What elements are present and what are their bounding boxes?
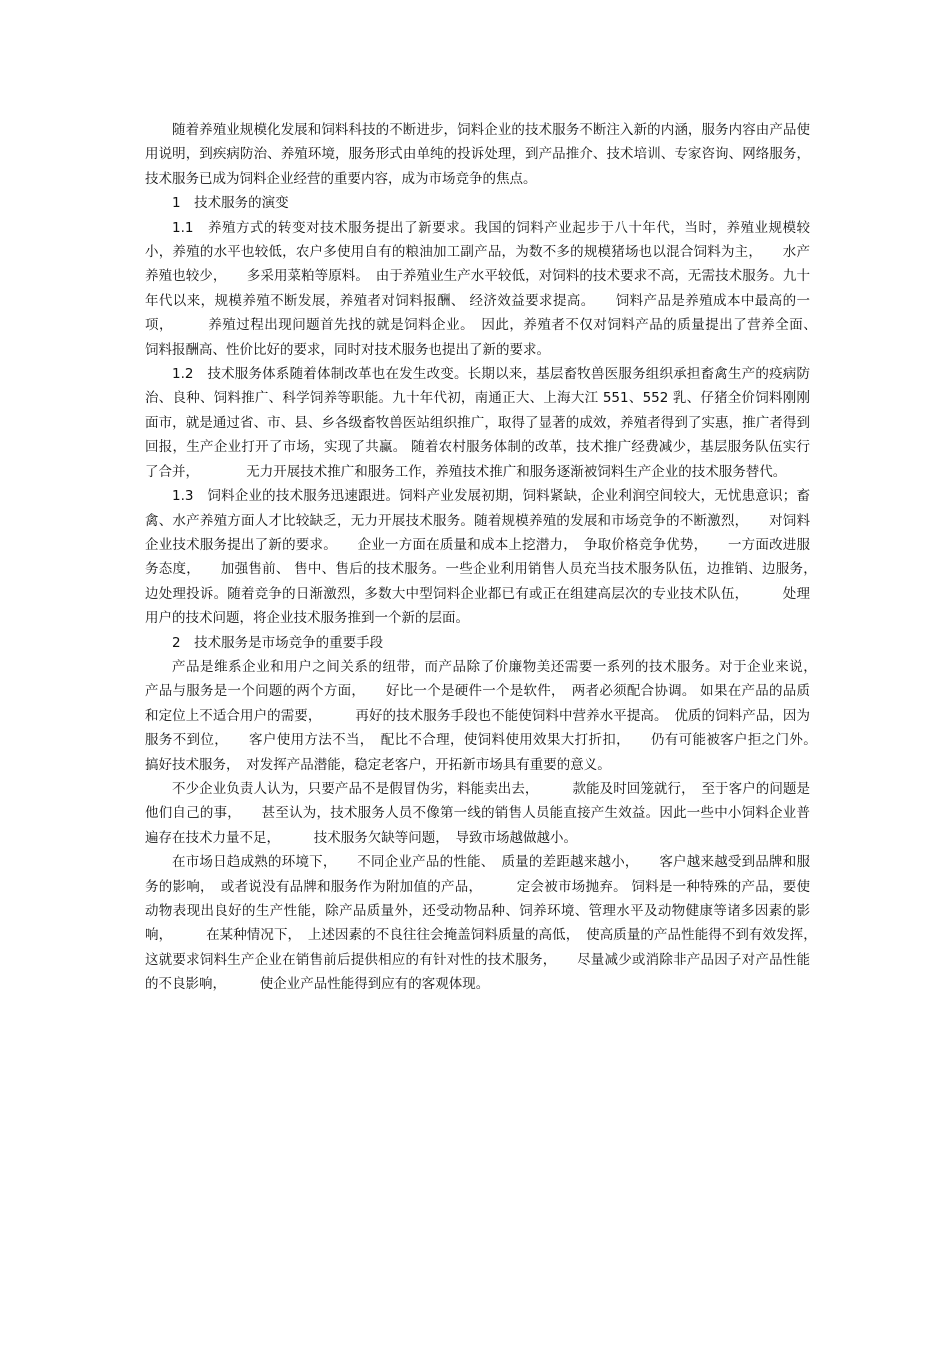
paragraph-1-1: 1.1 养殖方式的转变对技术服务提出了新要求。我国的饲料产业起步于八十年代，当时，养殖业规模较小，养殖的水平也较低，农户多使用自有的粮油加工副产品，为数不多的规模猪场也以混合饲料为主， 水产养殖也较少， 多采用菜粕等原料。 由于养殖业生产水平较低，对饲料的技术要求不高，无需技术服务。九十年代以来，规模养殖不断发展，养殖者对饲料报酬、 经济效益要求提高。 饲料产品是养殖成本中最高的一项， 养殖过程出现问题首先找的就是饲料企业。 因此，养殖者不仅对饲料产品的质量提出了营养全面、 饲料报酬高、性价比好的要求，同时对技术服务也提出了新的要求。 — [145, 219, 851, 358]
paragraph-1-3: 1.3 饲料企业的技术服务迅速跟进。饲料产业发展初期，饲料紧缺，企业利润空间较大，无忧患意识；畜禽、水产养殖方面人才比较缺乏，无力开展技术服务。随着规模养殖的发展和市场竞争的不断激烈， 对饲料企业技术服务提出了新的要求。 企业一方面在质量和成本上挖潜力， 争取价格竞争优势， 一方面改进服务态度， 加强售前、 售中、售后的技术服务。一些企业利用销售人员充当技术服务队伍，边推销、边服务， 边处理投诉。随着竞争的日渐激烈，多数大中型饲料企业都已有或正在组建高层次的专业技术队伍， 处理用户的技术问题，将企业技术服务推到一个新的层面。 — [145, 488, 851, 627]
section-heading-2: 2 技术服务是市场竞争的重要手段 — [172, 634, 384, 651]
paragraph-2-b: 不少企业负责人认为，只要产品不是假冒伪劣，料能卖出去， 款能及时回笼就行， 至于客户的问题是他们自己的事， 甚至认为，技术服务人员不像第一线的销售人员能直接产生效益。因此一些中小饲料企业普遍存在技术力量不足， 技术服务欠缺等问题， 导致市场越做越小。 — [145, 780, 810, 846]
intro-paragraph: 随着养殖业规模化发展和饲料科技的不断进步，饲料企业的技术服务不断注入新的内涵，服务内容由产品使用说明，到疾病防治、养殖环境，服务形式由单纯的投诉处理，到产品推介、技术培训、专家咨询、网络服务，技术服务已成为饲料企业经营的重要内容，成为市场竞争的焦点。 — [145, 122, 810, 187]
paragraph-2-c: 在市场日趋成熟的环境下， 不同企业产品的性能、 质量的差距越来越小， 客户越来越受到品牌和服务的影响， 或者说没有品牌和服务作为附加值的产品， 定会被市场抛弃。 饲料是一种特殊的产品，要使动物表现出良好的生产性能，除产品质量外，还受动物品种、饲养环境、管理水平及动物健康等诸多因素的影响， 在某种情况下， 上述因素的不良往往会掩盖饲料质量的高低， 使高质量的产品性能得不到有效发挥， 这就要求饲料生产企业在销售前后提供相应的有针对性的技术服务， 尽量减少或消除非产品因子对产品性能的不良影响， 使企业产品性能得到应有的客观体现。 — [145, 854, 837, 993]
paragraph-1-2: 1.2 技术服务体系随着体制改革也在发生改变。长期以来，基层畜牧兽医服务组织承担畜禽生产的疫病防治、良种、饲料推广、科学饲养等职能。九十年代初，南通正大、上海大江 551、552 乳、仔猪全价饲料刚刚面市，就是通过省、市、县、乡各级畜牧兽医站组织推广，取得了显著的成效，养殖者得到了实惠，推广者得到回报，生产企业打开了市场，实现了共赢。 随着农村服务体制的改革，技术推广经费减少，基层服务队伍实行了合并， 无力开展技术推广和服务工作，养殖技术推广和服务逐渐被饲料生产企业的技术服务替代。 — [145, 366, 810, 480]
document-body — [145, 118, 851, 997]
paragraph-2-a: 产品是维系企业和用户之间关系的纽带，而产品除了价廉物美还需要一系列的技术服务。对于企业来说， 产品与服务是一个问题的两个方面， 好比一个是硬件一个是软件， 两者必须配合协调。 如果在产品的品质和定位上不适合用户的需要， 再好的技术服务手段也不能使饲料中营养水平提高。 优质的饲料产品，因为服务不到位， 客户使用方法不当， 配比不合理，使饲料使用效果大打折扣， 仍有可能被客户拒之门外。 搞好技术服务， 对发挥产品潜能，稳定老客户，开拓新市场具有重要的意义。 — [145, 658, 824, 773]
section-heading-1: 1 技术服务的演变 — [172, 195, 289, 212]
